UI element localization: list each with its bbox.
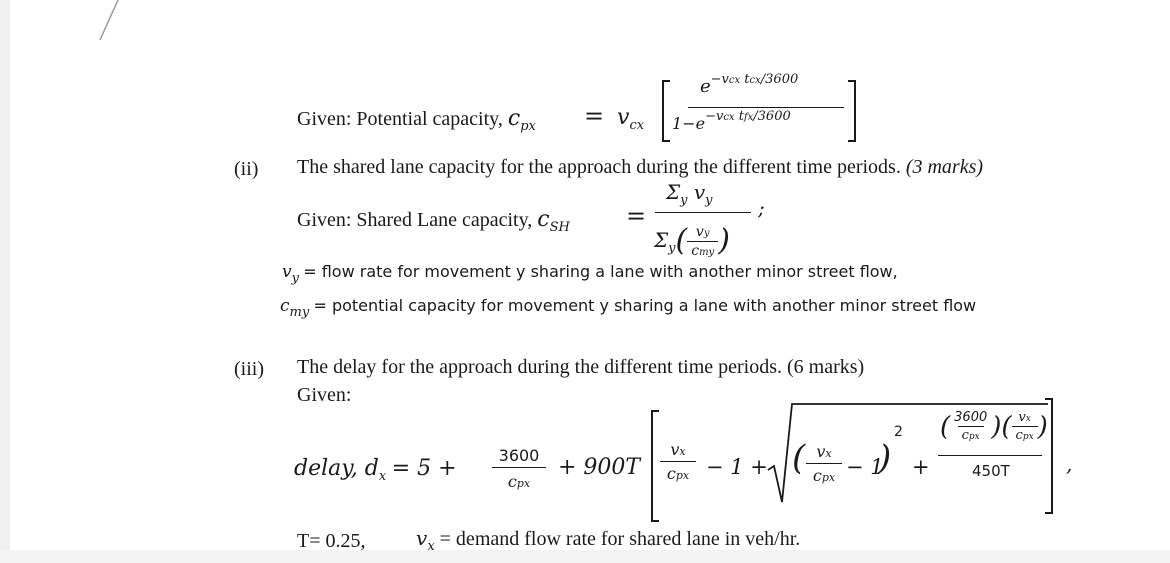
shared-lane-semicolon: ; [758,196,765,220]
delay-fraction-vx-cpx: vx cpx [660,440,696,483]
item-iii-given: Given: [297,384,352,406]
delay-left-bracket [651,410,659,522]
potential-capacity-denominator: $1-e^{-vcx tfx/3600}$ [672,109,791,133]
potential-capacity-left-bracket [662,80,670,142]
t-value: T= 0.25, [297,530,366,552]
delay-plus: + [912,455,930,479]
delay-product-term: ( $\frac{3600}{\text{cpx}}$ )( $\frac{vx}{\text{cpx}}$ ) [940,410,1048,443]
shared-lane-numerator: $\Sigma_y$ $v_y$ [666,180,713,208]
definition-vx: $v_x$ = demand flow rate for shared lane in veh/hr. [416,526,801,554]
delay-trailing-comma: , [1066,452,1073,476]
definition-cmy: $c_{my}$ = potential capacity for movement y sharing a lane with another minor street flow [280,296,977,320]
delay-minus-one: − 1 [846,455,884,479]
item-ii-number: (ii) [234,158,259,180]
delay-close-paren: ) [878,438,892,478]
delay-450t: 450T [972,462,1010,480]
item-iii-question: The delay for the approach during the different time periods. (6 marks) [297,356,865,378]
potential-capacity-vcx: $v_{cx}$ [617,105,645,133]
delay-product-fraction-bar [938,455,1042,456]
page-bottom-edge [0,550,1170,563]
delay-exponent-2: 2 [894,424,903,440]
delay-open-paren: ( [792,438,806,478]
paper-fold-line [0,0,160,130]
delay-minus-one-plus: − 1 + [706,455,768,479]
shared-lane-fraction-bar [655,212,751,213]
potential-capacity-numerator: $e^{-vcx tcx/3600}$ [700,72,799,97]
shared-lane-denominator: $\Sigma_y$( $\frac{vy}{\text{cmy}}$ ) [654,223,730,259]
shared-lane-equals: = [626,202,647,230]
potential-capacity-label: Given: Potential capacity, $c_{px}$ [297,106,536,134]
item-ii-question: The shared lane capacity for the approach during the different time periods. (3 marks) [297,156,984,178]
potential-capacity-right-bracket [848,80,856,142]
definition-vy: $v_y$ = flow rate for movement y sharing a lane with another minor street flow, [282,262,898,286]
delay-lhs: delay, $d_x = 5$ + [294,456,457,484]
potential-capacity-equals: = [584,102,605,130]
shared-lane-capacity-label: Given: Shared Lane capacity, $c_{SH}$ [297,207,570,235]
delay-fraction-3600-cpx: 3600 cpx [492,446,546,491]
potential-capacity-fraction-bar [688,107,844,108]
delay-900t: + 900T [558,455,641,480]
item-iii-number: (iii) [234,358,264,380]
delay-fraction-vx-cpx-inner: vx cpx [806,442,842,485]
